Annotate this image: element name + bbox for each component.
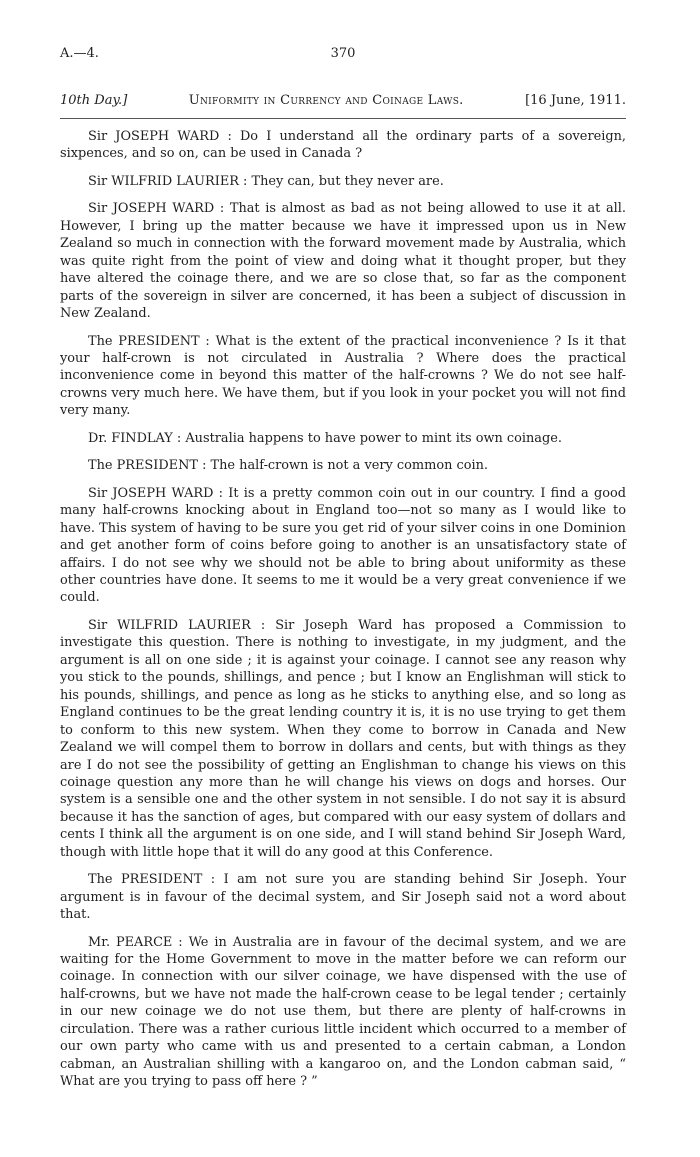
transcript-body — [60, 128, 626, 1101]
speech-text: The half-crown is not a very common coin. — [210, 458, 488, 474]
page-number: 370 — [330, 46, 356, 61]
speaker-name: Sir WILFRID LAURIER — [88, 173, 239, 189]
speech-paragraph: The PRESIDENT : The half-crown is not a very common coin. — [88, 458, 488, 474]
speech-paragraph: Sir WILFRID LAURIER : They can, but they never are. — [88, 173, 444, 189]
speech-paragraph: Sir JOSEPH WARD : Do I understand all the ordinary parts of a sovereign, sixpences, and so on, can be used in Canada ? — [60, 129, 627, 162]
speech-paragraph: Sir JOSEPH WARD : That is almost as bad as not being allowed to use it at all. However, I bring up the matter because we have it impressed upon us in New Zealand so much in connection with the forward movement made by Australia, which was quite right from the point of view and doing what it thought proper, but they have altered the coinage there, and we are so close that, so far as the component parts of the sovereign in silver are concerned, it has been a subject of discussion in New Zealand. — [60, 201, 626, 322]
speech-paragraph: Mr. PEARCE : We in Australia are in favour of the decimal system, and we are waiting for the Home Government to move in the matter before we can reform our coinage. In connection with our silver coinage, we have dispensed with the use of half-crowns, but we have not made the half-crown cease to be legal tender ; certainly in our new coinage we do not use them, but there are plenty of half-crowns in circulation. There was a rather curious little incident which occurred to a member of our own party who came with us and presented to a certain cabman, a London cabman, an Australian shilling with a kangaroo on, and the London cabman said, “ What are you trying to pass off here ? ” — [60, 934, 627, 1090]
sitting-day: 10th Day.] — [60, 93, 128, 108]
speech-paragraph: Sir JOSEPH WARD : It is a pretty common coin out in our country. I find a good many half-crowns knocking about in England too—not so many as I would like to have. This system of having to be sure you get rid of your silver coins in one Dominion and get another form of coins before going to another is an unsatisfactory state of affairs. I do not see why we should not be able to bring about uniformity as these other countries have done. It seems to me it would be a very great convenience if we could. — [60, 485, 626, 606]
sitting-date: [16 June, 1911. — [525, 93, 626, 108]
speech-text: I am not sure you are standing behind Sir Joseph. Your argument is in favour of the decimal system, and Sir Joseph said not a word about that. — [60, 872, 626, 923]
header-rule — [60, 118, 626, 119]
speech-text: What is the extent of the practical inconvenience ? Is it that your half-crown is not circulated in Australia ? Where does the practical inconvenience come in beyond this matter of the half-crowns ? We do not see half-crowns very much here. We have them, but if you look in your pocket you will not find very many. — [60, 333, 626, 419]
speech-text: Do I understand all the ordinary parts of a sovereign, sixpences, and so on, can be used in Canada ? — [60, 129, 627, 162]
speaker-name: Dr. FINDLAY — [88, 430, 173, 446]
speaker-name: The PRESIDENT — [88, 458, 198, 474]
speaker-name: Mr. PEARCE — [88, 934, 173, 950]
speaker-name: Sir JOSEPH WARD — [88, 129, 220, 144]
speech-text: That is almost as bad as not being allowed to use it at all. However, I bring up the matter because we have it impressed upon us in New Zealand so much in connection with the forward movement made by Australia, which was quite right from the point of view and doing what it thought proper, but they have altered the coinage there, and we are so close that, so far as the component parts of the sovereign in silver are concerned, it has been a subject of discussion in New Zealand. — [60, 201, 626, 322]
speaker-name: Sir WILFRID LAURIER — [88, 617, 251, 633]
speech-paragraph: The PRESIDENT : What is the extent of the practical inconvenience ? Is it that your half-crown is not circulated in Australia ? Where does the practical inconvenience come in beyond this matter of the half-crowns ? We do not see half-crowns very much here. We have them, but if you look in your pocket you will not find very many. — [60, 333, 626, 419]
speech-text: Sir Joseph Ward has proposed a Commission to investigate this question. There is nothing to investigate, in my judgment, and the argument is all on one side ; it is against your coinage. I cannot see any reason why you stick to the pounds, shillings, and pence ; but I know an Englishman will stick to his pounds, shillings, and pence as long as he sticks to anything else, and so long as England continues to be the great lending country it is, it is no use trying to get them to conform to this new system. When they come to borrow in Canada and New Zealand we will compel them to borrow in dollars and cents, but with things as they are I do not see the possibility of getting an Englishman to change his views on this coinage question any more than he will change his views on dogs and horses. Our system is a sensible one and the other system in not sensible. I do not say it is absurd because it has the sanction of ages, but compared with our easy system of dollars and cents I think all the argument is on one side, and I will stand behind Sir Joseph Ward, though with little hope that it will do any good at this Conference. — [60, 617, 627, 860]
speaker-name: The PRESIDENT — [88, 333, 200, 349]
speech-text: It is a pretty common coin out in our country. I find a good many half-crowns knocking about in England too—not so many as I would like to have. This system of having to be sure you get rid of your silver coins in one Dominion and get another form of coins before going to another is an unsatisfactory state of affairs. I do not see why we should not be able to bring about uniformity as these other countries have done. It seems to me it would be a very great convenience if we could. — [60, 485, 626, 606]
speaker-name: Sir JOSEPH WARD — [88, 485, 214, 501]
speech-paragraph: Sir WILFRID LAURIER : Sir Joseph Ward has proposed a Commission to investigate this question. There is nothing to investigate, in my judgment, and the argument is all on one side ; it is against your coinage. I cannot see any reason why you stick to the pounds, shillings, and pence ; but I know an Englishman will stick to his pounds, shillings, and pence as long as he sticks to anything else, and so long as England continues to be the great lending country it is, it is no use trying to get them to conform to this new system. When they come to borrow in Canada and New Zealand we will compel them to borrow in dollars and cents, but with things as they are I do not see the possibility of getting an Englishman to change his views on this coinage question any more than he will change his views on dogs and horses. Our system is a sensible one and the other system in not sensible. I do not say it is absurd because it has the sanction of ages, but compared with our easy system of dollars and cents I think all the argument is on one side, and I will stand behind Sir Joseph Ward, though with little hope that it will do any good at this Conference. — [60, 617, 627, 860]
speaker-name: The PRESIDENT — [88, 872, 203, 888]
running-header — [60, 93, 626, 108]
document-reference: A.—4. — [60, 46, 99, 61]
speech-text: Australia happens to have power to mint its own coinage. — [185, 430, 562, 446]
running-title: Uniformity in Currency and Coinage Laws. — [188, 93, 464, 108]
speech-paragraph: The PRESIDENT : I am not sure you are standing behind Sir Joseph. Your argument is in favour of the decimal system, and Sir Joseph said not a word about that. — [60, 872, 626, 923]
speech-paragraph: Dr. FINDLAY : Australia happens to have power to mint its own coinage. — [88, 430, 562, 446]
speaker-name: Sir JOSEPH WARD — [88, 201, 215, 217]
speech-text: We in Australia are in favour of the decimal system, and we are waiting for the Home Government to move in the matter before we can reform our coinage. In connection with our silver coinage, we have dispensed with the use of half-crowns, but we have not made the half-crown cease to be legal tender ; certainly in our new coinage we do not use them, but there are plenty of half-crowns in circulation. There was a rather curious little incident which occurred to a member of our own party who came with us and presented to a certain cabman, a London cabman, an Australian shilling with a kangaroo on, and the London cabman said, “ What are you trying to pass off here ? ” — [60, 934, 627, 1090]
speech-text: They can, but they never are. — [251, 173, 444, 189]
page-header — [60, 46, 626, 64]
